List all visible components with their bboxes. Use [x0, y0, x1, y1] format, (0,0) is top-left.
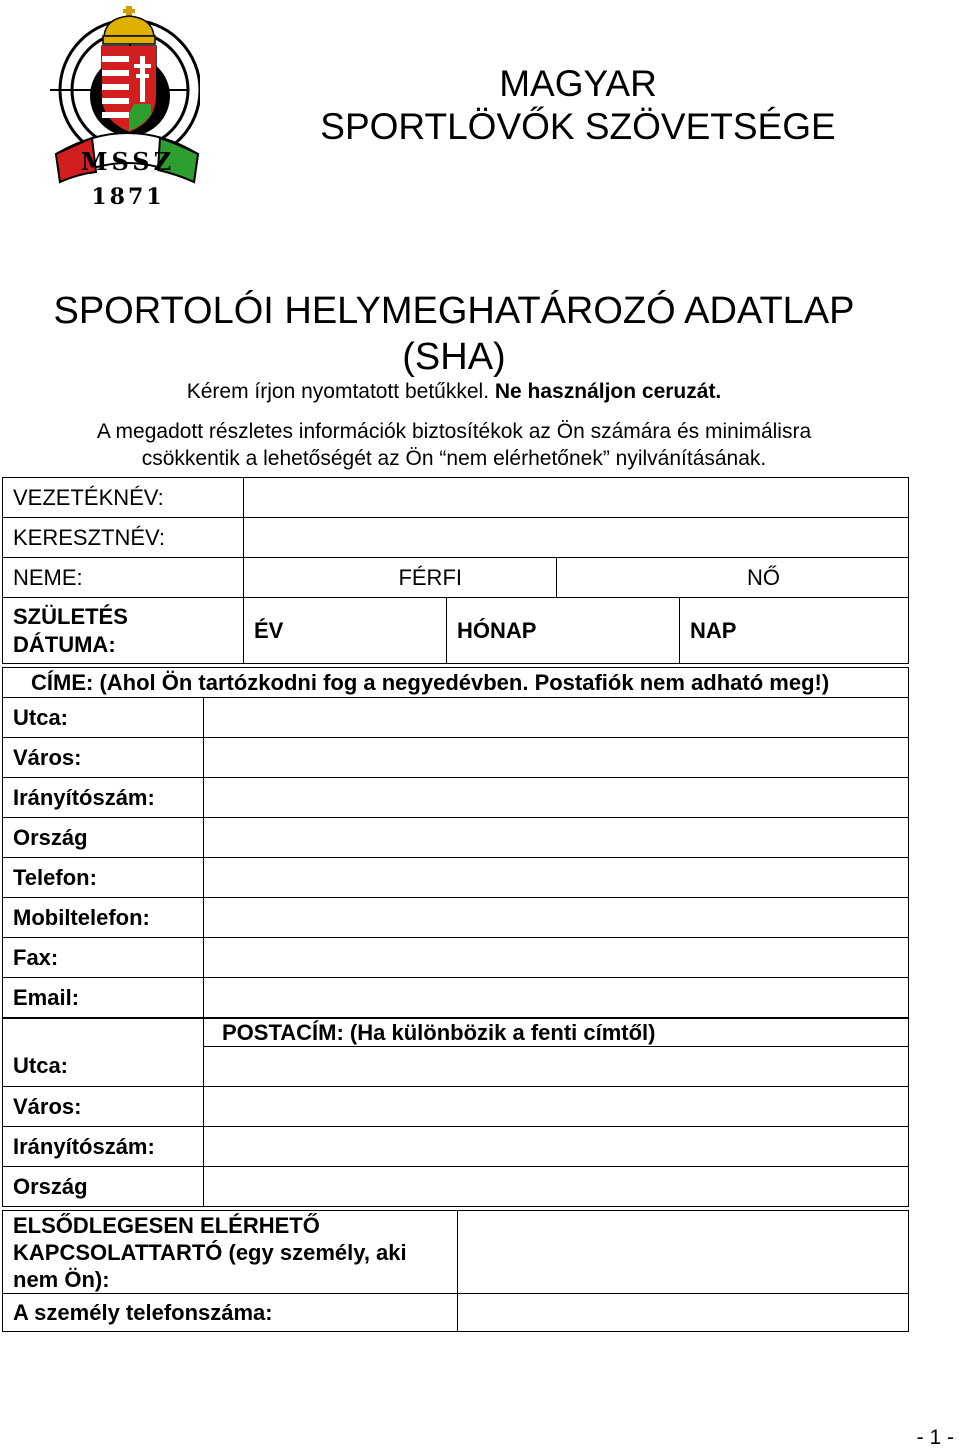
instruction-line-3: csökkentik a lehetőségét az Ön “nem elérhetőnek” nyilvánításának.	[141, 447, 767, 470]
postal-street-label: Utca:	[3, 1047, 204, 1087]
contact-phone-label: A személy telefonszáma:	[3, 1294, 458, 1332]
city-label: Város:	[3, 738, 204, 778]
surname-field[interactable]	[244, 478, 909, 518]
org-line-1: MAGYAR	[499, 63, 657, 104]
svg-text:MSSZ: MSSZ	[80, 147, 176, 176]
contact-label-line-3: nem Ön):	[13, 1266, 110, 1292]
title-line-2: (SHA)	[402, 336, 506, 378]
phone-label: Telefon:	[3, 858, 204, 898]
contact-field[interactable]	[458, 1211, 909, 1294]
surname-label: VEZETÉKNÉV:	[3, 478, 244, 518]
birth-date-label	[3, 598, 244, 664]
firstname-label: KERESZTNÉV:	[3, 518, 244, 558]
title-line-1: SPORTOLÓI HELYMEGHATÁROZÓ ADATLAP	[53, 290, 855, 332]
fax-field[interactable]	[204, 938, 909, 978]
instruction-line-2: A megadott részletes információk biztosítékok az Ön számára és minimálisra	[96, 420, 812, 443]
mssz-logo	[48, 4, 200, 210]
contact-label-line-2: KAPCSOLATTARTÓ (egy személy, aki	[13, 1239, 407, 1265]
mobile-label: Mobiltelefon:	[3, 898, 204, 938]
email-field[interactable]	[204, 978, 909, 1018]
street-label: Utca:	[3, 698, 204, 738]
firstname-field[interactable]	[244, 518, 909, 558]
fax-label: Fax:	[3, 938, 204, 978]
instruction-normal: Kérem írjon nyomtatott betűkkel.	[186, 380, 490, 403]
postal-city-field[interactable]	[204, 1087, 909, 1127]
personal-data-table	[2, 477, 909, 664]
birth-day-field[interactable]: NAP	[680, 598, 909, 664]
postal-street-field[interactable]	[204, 1047, 909, 1087]
sex-label: NEME:	[3, 558, 244, 598]
contact-label	[3, 1211, 458, 1294]
postal-heading-spacer	[3, 1019, 204, 1047]
zip-label: Irányítószám:	[3, 778, 204, 818]
svg-text:1871: 1871	[91, 184, 165, 210]
country-label: Ország	[3, 818, 204, 858]
address-table	[2, 667, 909, 1018]
address-heading: CÍME: (Ahol Ön tartózkodni fog a negyedévben. Postafiók nem adható meg!)	[3, 668, 909, 698]
contact-label-line-1: ELSŐDLEGESEN ELÉRHETŐ	[13, 1212, 320, 1238]
email-label: Email:	[3, 978, 204, 1018]
instruction-line-1	[0, 379, 908, 405]
zip-field[interactable]	[204, 778, 909, 818]
postal-zip-field[interactable]	[204, 1127, 909, 1167]
city-field[interactable]	[204, 738, 909, 778]
postal-address-table	[2, 1018, 909, 1207]
street-field[interactable]	[204, 698, 909, 738]
female-option[interactable]: NŐ	[557, 558, 909, 598]
contact-table	[2, 1210, 909, 1332]
mobile-field[interactable]	[204, 898, 909, 938]
page-number: - 1 -	[916, 1426, 954, 1449]
birth-month-field[interactable]: HÓNAP	[447, 598, 680, 664]
country-field[interactable]	[204, 818, 909, 858]
birth-label-line-1: SZÜLETÉS	[13, 603, 128, 629]
organization-name	[300, 62, 856, 148]
postal-country-label: Ország	[3, 1167, 204, 1207]
phone-field[interactable]	[204, 858, 909, 898]
birth-year-field[interactable]: ÉV	[244, 598, 447, 664]
birth-label-line-2: DÁTUMA:	[13, 631, 116, 657]
instruction-bold: Ne használjon ceruzát.	[494, 380, 722, 403]
postal-country-field[interactable]	[204, 1167, 909, 1207]
form-title	[0, 288, 908, 380]
male-option[interactable]: FÉRFI	[244, 558, 557, 598]
postal-zip-label: Irányítószám:	[3, 1127, 204, 1167]
org-line-2: SPORTLÖVŐK SZÖVETSÉGE	[320, 106, 836, 147]
postal-city-label: Város:	[3, 1087, 204, 1127]
postal-heading: POSTACÍM: (Ha különbözik a fenti címtől)	[204, 1019, 909, 1047]
contact-phone-field[interactable]	[458, 1294, 909, 1332]
